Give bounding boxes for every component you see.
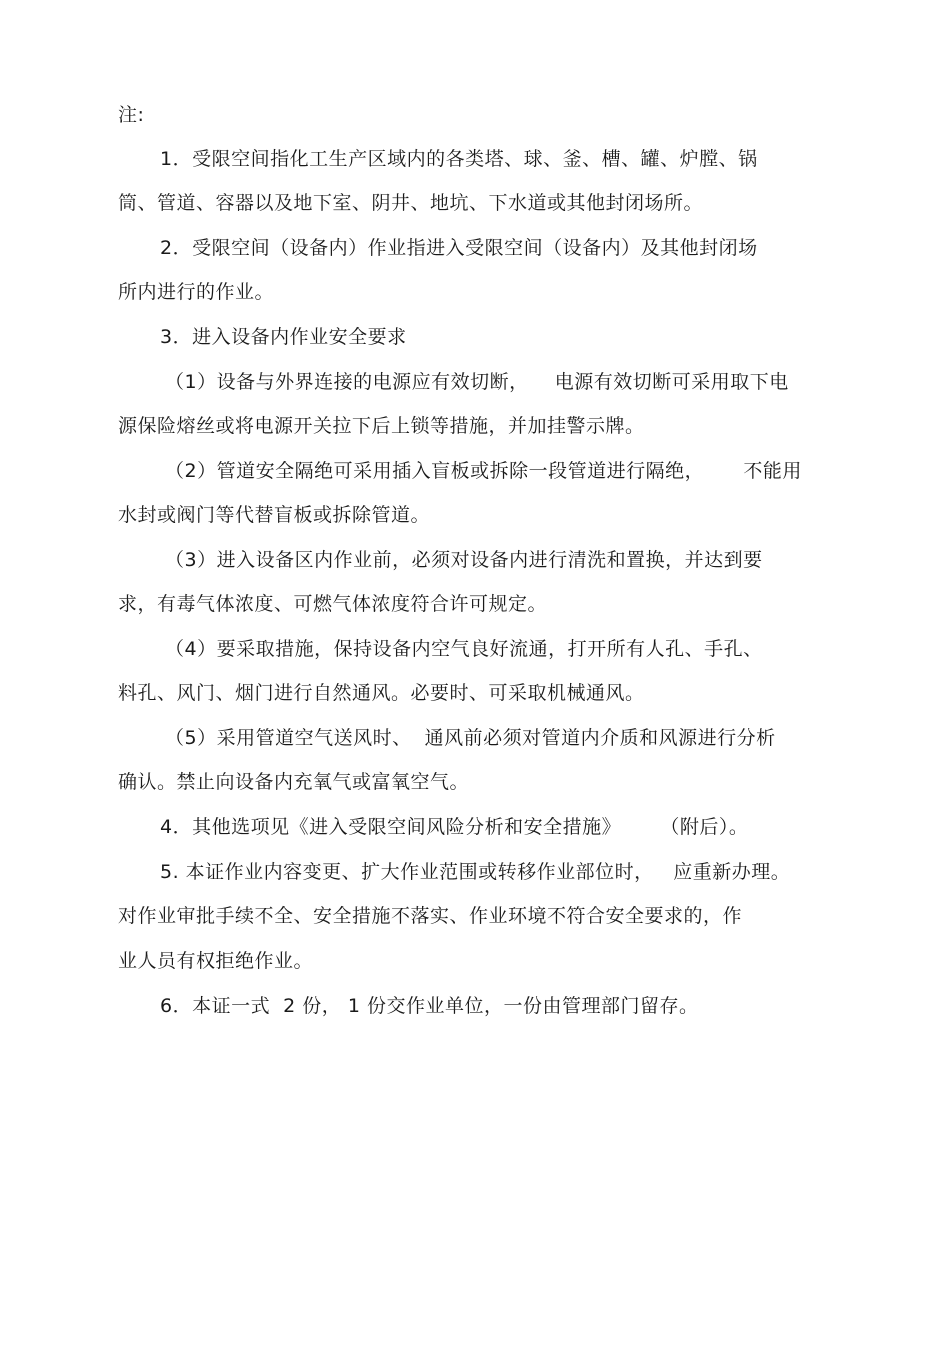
note-line-19: 业人员有权拒绝作业。 (118, 950, 314, 972)
note-line-10: （3）进入设备区内作业前，必须对设备内进行清洗和置换，并达到要 (165, 549, 763, 571)
note-line-1: 1．受限空间指化工生产区域内的各类塔、球、釜、槽、罐、炉膛、锅 (160, 148, 758, 170)
note-line-11: 求，有毒气体浓度、可燃气体浓度符合许可规定。 (118, 593, 548, 615)
note-line-9: 水封或阀门等代替盲板或拆除管道。 (118, 504, 431, 526)
note-line-4: 所内进行的作业。 (118, 281, 275, 303)
note-line-13: 料孔、风门、烟门进行自然通风。必要时、可采取机械通风。 (118, 682, 645, 704)
note-line-5: 3．进入设备内作业安全要求 (160, 326, 407, 348)
note-line-7: 源保险熔丝或将电源开关拉下后上锁等措施，并加挂警示牌。 (118, 415, 645, 437)
note-line-12: （4）要采取措施，保持设备内空气良好流通，打开所有人孔、手孔、 (165, 638, 763, 660)
note-line-20: 6．本证一式 2 份， 1 份交作业单位，一份由管理部门留存。 (160, 995, 699, 1017)
note-line-16: 4．其他选项见《进入受限空间风险分析和安全措施》 （附后）。 (160, 816, 749, 838)
note-line-15: 确认。禁止向设备内充氧气或富氧空气。 (118, 771, 470, 793)
note-line-6: （1）设备与外界连接的电源应有效切断， 电源有效切断可采用取下电 (165, 371, 789, 393)
note-line-18: 对作业审批手续不全、安全措施不落实、作业环境不符合安全要求的，作 (118, 905, 743, 927)
note-line-14: （5）采用管道空气送风时、 通风前必须对管道内介质和风源进行分析 (165, 727, 776, 749)
note-line-3: 2．受限空间（设备内）作业指进入受限空间（设备内）及其他封闭场 (160, 237, 758, 259)
note-line-8: （2）管道安全隔绝可采用插入盲板或拆除一段管道进行隔绝， 不能用 (165, 460, 802, 482)
note-line-2: 筒、管道、容器以及地下室、阴井、地坑、下水道或其他封闭场所。 (118, 192, 704, 214)
note-line-17: 5. 本证作业内容变更、扩大作业范围或转移作业部位时， 应重新办理。 (160, 861, 791, 883)
note-heading: 注: (118, 104, 145, 126)
